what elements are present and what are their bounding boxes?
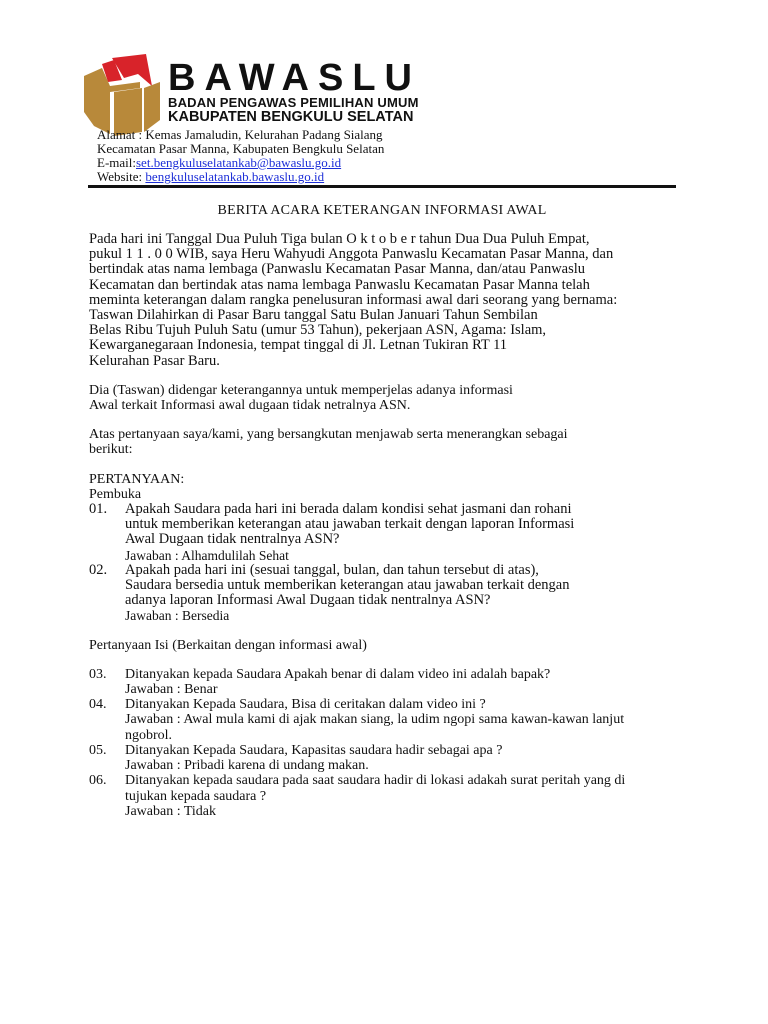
question-number: 05. [89, 742, 107, 758]
answer-text: Jawaban : Benar [125, 682, 218, 698]
section-subheading: Pembuka [89, 486, 142, 502]
question-text: Saudara bersedia untuk memberikan keterangan atau jawaban terkait dengan [125, 577, 570, 594]
witness-paragraph [89, 383, 678, 413]
question-text: tujukan kepada saudara ? [125, 788, 267, 804]
statement-paragraph [89, 427, 678, 457]
document-title: BERITA ACARA KETERANGAN INFORMASI AWAL [217, 203, 547, 218]
text-line: Kelurahan Pasar Baru. [89, 352, 220, 369]
question-text: Ditanyakan kepada Saudara Apakah benar di dalam video ini adalah bapak? [125, 666, 551, 682]
answer-text: Jawaban : Pribadi karena di undang makan. [125, 758, 369, 774]
section-heading: PERTANYAAN: [89, 471, 185, 487]
text-line: berikut: [89, 442, 133, 458]
question-text: Apakah pada hari ini (sesuai tanggal, bulan, dan tahun tersebut di atas), [125, 561, 539, 578]
question-number: 03. [89, 666, 107, 682]
text-line: Kewarganegaraan Indonesia, tempat tinggal di Jl. Letnan Tukiran RT 11 [89, 337, 508, 354]
question-text: Awal Dugaan tidak nentralnya ASN? [125, 531, 340, 548]
text-line: Taswan Dilahirkan di Pasar Baru tanggal Satu Bulan Januari Tahun Sembilan [89, 307, 538, 324]
text-line: Pada hari ini Tanggal Dua Puluh Tiga bulan O k t o b e r tahun Dua Dua Puluh Empat, [89, 231, 590, 247]
question-text: Ditanyakan kepada saudara pada saat saudara hadir di lokasi adakah surat peritah yang di [125, 773, 626, 789]
document-body [89, 232, 678, 819]
email-label: E-mail: [97, 155, 136, 170]
text-line: Kecamatan dan bertindak atas nama lembaga Panwaslu Kecamatan Pasar Manna telah [89, 276, 590, 293]
org-regency: KABUPATEN BENGKULU SELATAN [168, 109, 414, 125]
text-line: meminta keterangan dalam rangka penelusuran informasi awal dari seorang yang bernama: [89, 291, 618, 308]
org-subtitle: BADAN PENGAWAS PEMILIHAN UMUM [168, 95, 419, 110]
question-text: adanya laporan Informasi Awal Dugaan tidak nentralnya ASN? [125, 592, 491, 609]
address-line: Kecamatan Pasar Manna, Kabupaten Bengkulu Selatan [97, 141, 385, 156]
answer-text: Jawaban : Awal mula kami di ajak makan siang, la udim ngopi sama kawan-kawan lanjut [125, 712, 625, 728]
text-line: Atas pertanyaan saya/kami, yang bersangkutan menjawab serta menerangkan sebagai [89, 427, 568, 443]
letterhead-address [97, 128, 384, 184]
answer-text: Jawaban : Tidak [125, 803, 216, 819]
text-line: Dia (Taswan) didengar keterangannya untuk memperjelas adanya informasi [89, 382, 513, 398]
question-number: 06. [89, 773, 107, 789]
question-number: 01. [89, 501, 108, 518]
bawaslu-logo [80, 52, 162, 136]
website-label: Website: [97, 169, 146, 184]
question-item [89, 773, 678, 819]
email-link[interactable]: set.bengkuluselatankab@bawaslu.go.id [136, 155, 342, 170]
letterhead-divider [88, 185, 676, 188]
question-number: 02. [89, 561, 108, 578]
text-line: Awal terkait Informasi awal dugaan tidak netralnya ASN. [89, 398, 411, 414]
text-line: Belas Ribu Tujuh Puluh Satu (umur 53 Tahun), pekerjaan ASN, Agama: Islam, [89, 322, 547, 339]
question-text: Ditanyakan Kepada Saudara, Kapasitas saudara hadir sebagai apa ? [125, 742, 503, 758]
answer-text: Jawaban : Alhamdulilah Sehat [125, 547, 289, 563]
text-line: pukul 1 1 . 0 0 WIB, saya Heru Wahyudi Anggota Panwaslu Kecamatan Pasar Manna, dan [89, 246, 614, 263]
question-number: 04. [89, 697, 107, 713]
question-item [89, 563, 678, 624]
question-item [89, 502, 678, 563]
question-text: Apakah Saudara pada hari ini berada dalam kondisi sehat jasmani dan rohani [125, 501, 572, 518]
question-item [89, 667, 678, 697]
org-name: BAWASLU [168, 57, 421, 99]
address-line: Alamat : Kemas Jamaludin, Kelurahan Padang Sialang [97, 127, 383, 142]
website-link[interactable]: bengkuluselatankab.bawaslu.go.id [145, 169, 325, 184]
section-heading: Pertanyaan Isi (Berkaitan dengan informasi awal) [89, 637, 367, 653]
question-item [89, 743, 678, 773]
answer-text: Jawaban : Bersedia [125, 608, 230, 624]
question-text: untuk memberikan keterangan atau jawaban terkait dengan laporan Informasi [125, 516, 575, 533]
question-text: Ditanyakan Kepada Saudara, Bisa di ceritakan dalam video ini ? [125, 697, 486, 713]
answer-text: ngobrol. [125, 727, 173, 743]
opening-paragraph [89, 232, 678, 369]
question-item [89, 697, 678, 743]
email-line [97, 156, 384, 170]
text-line: bertindak atas nama lembaga (Panwaslu Kecamatan Pasar Manna, dan/atau Panwaslu [89, 261, 586, 278]
website-line [97, 170, 384, 184]
